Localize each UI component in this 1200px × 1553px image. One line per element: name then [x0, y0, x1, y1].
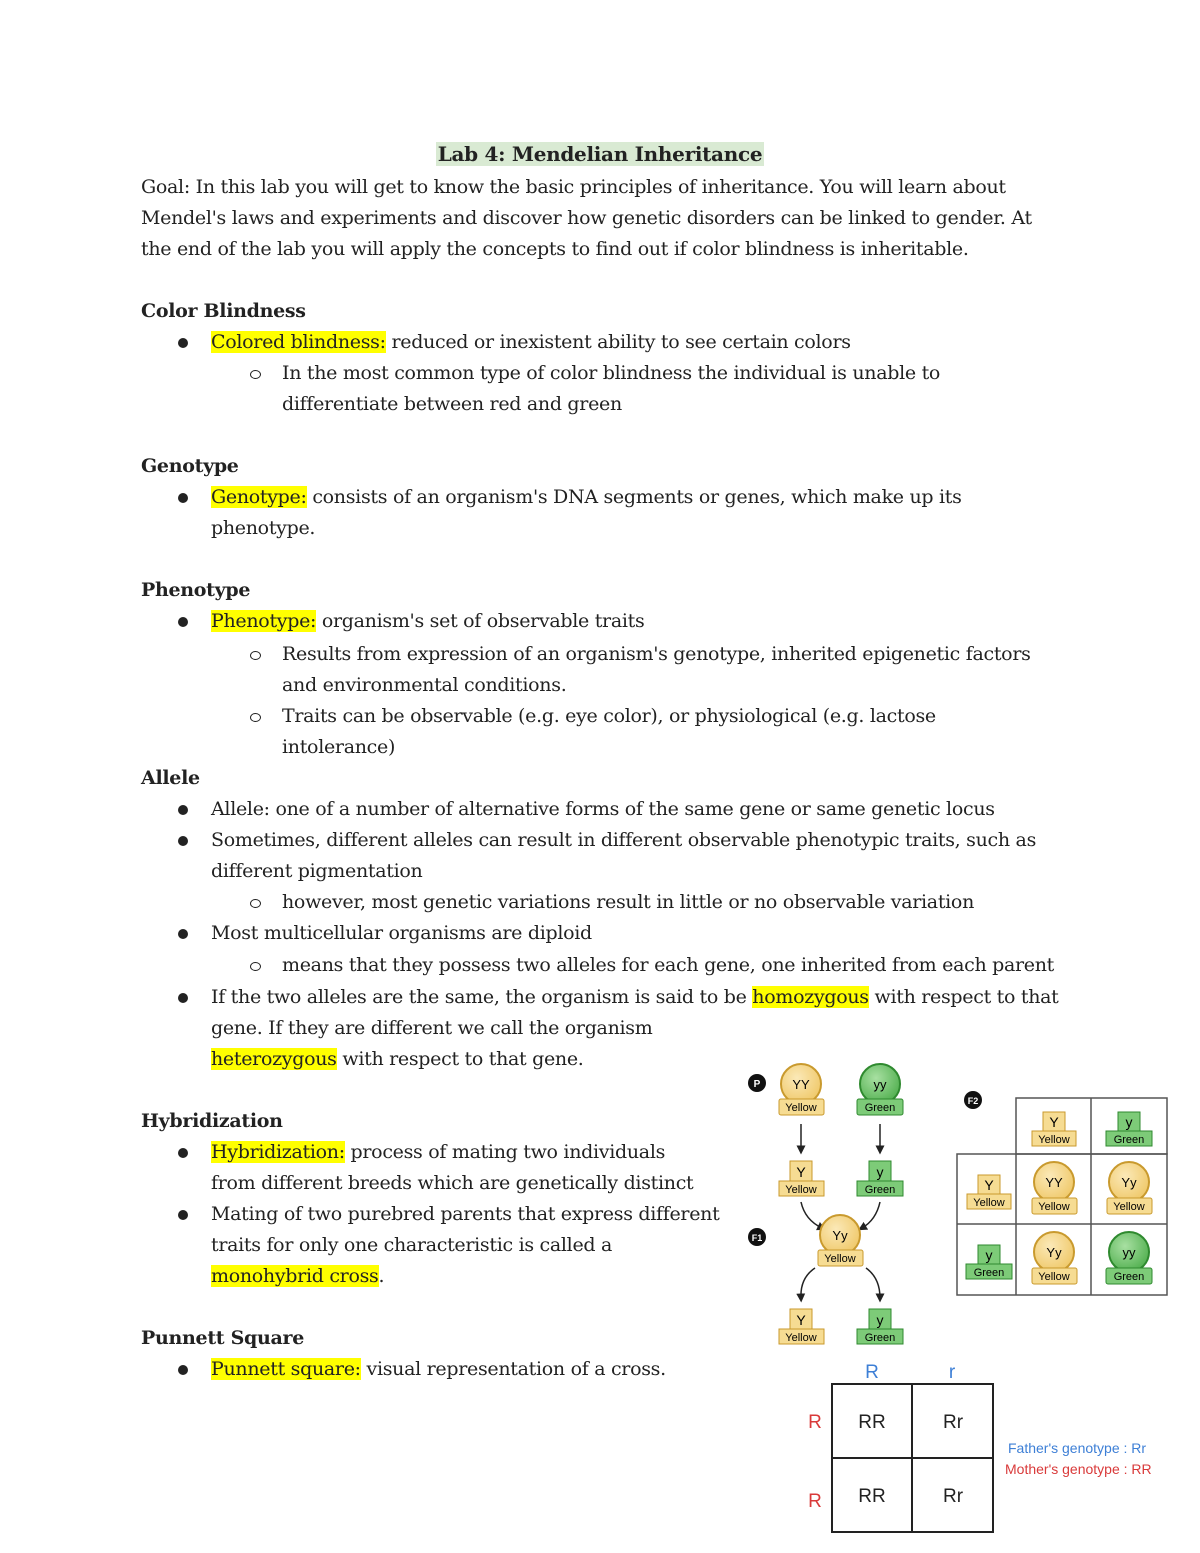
page-title: Lab 4: Mendelian Inheritance [437, 142, 763, 166]
svg-text:Green: Green [864, 1102, 896, 1114]
arrow [862, 1202, 880, 1228]
svg-text:Green: Green [864, 1332, 896, 1344]
list-item-cont: gene. If they are different we call the organism [211, 1017, 653, 1039]
svg-text:Y: Y [1049, 1114, 1059, 1130]
svg-text:RR: RR [858, 1486, 886, 1507]
list-item: Sometimes, different alleles can result in different observable phenotypic traits, such as [211, 829, 1037, 851]
heading-allele: Allele [141, 767, 200, 789]
svg-text:YY: YY [1045, 1175, 1063, 1190]
list-item-cont: from different breeds which are genetically distinct [211, 1172, 694, 1194]
list-item: Most multicellular organisms are diploid [211, 922, 592, 944]
mother-genotype-label: Mother's genotype : RR [1005, 1461, 1152, 1477]
svg-text:YY: YY [792, 1077, 810, 1092]
svg-text:Green: Green [1113, 1271, 1145, 1283]
svg-text:Y: Y [796, 1164, 806, 1180]
sub-list-item-cont: intolerance) [282, 736, 396, 758]
list-item: Allele: one of a number of alternative forms of the same gene or same genetic locus [211, 798, 995, 820]
svg-text:F1: F1 [751, 1233, 763, 1243]
list-item-cont: different pigmentation [211, 860, 423, 882]
sub-list-item-cont: differentiate between red and green [282, 393, 622, 415]
list-item: If the two alleles are the same, the organism is said to be homozygous with respect to that [211, 986, 1059, 1008]
svg-text:y: y [1125, 1114, 1133, 1130]
svg-text:Yy: Yy [832, 1228, 848, 1243]
svg-text:yy: yy [873, 1077, 887, 1092]
svg-text:Yellow: Yellow [785, 1184, 817, 1196]
svg-text:Yellow: Yellow [1038, 1271, 1070, 1283]
gen-label-p [748, 1074, 766, 1092]
list-item: Phenotype: organism's set of observable traits [211, 610, 645, 632]
svg-text:Y: Y [796, 1312, 806, 1328]
rr-punnett-square [808, 1362, 1152, 1532]
svg-text:Yy: Yy [1121, 1175, 1137, 1190]
svg-text:Yy: Yy [1046, 1245, 1062, 1260]
gamete-y-recessive [857, 1161, 903, 1196]
heading-color-blindness: Color Blindness [141, 300, 306, 322]
heading-punnett-square: Punnett Square [141, 1327, 305, 1349]
svg-text:R: R [808, 1412, 822, 1433]
f1-yellow-pea [818, 1215, 863, 1266]
list-item-cont: traits for only one characteristic is called a [211, 1234, 613, 1256]
list-item: Colored blindness: reduced or inexistent ability to see certain colors [211, 331, 851, 353]
svg-text:Yellow: Yellow [1038, 1201, 1070, 1213]
heading-genotype: Genotype [141, 455, 239, 477]
svg-text:Yellow: Yellow [785, 1102, 817, 1114]
list-item-cont: heterozygous with respect to that gene. [211, 1048, 584, 1070]
svg-text:Yellow: Yellow [1038, 1134, 1070, 1146]
list-item: Mating of two purebred parents that express different [211, 1203, 720, 1225]
gamete-y-dominant [779, 1161, 824, 1196]
svg-text:Yellow: Yellow [1113, 1201, 1145, 1213]
sub-list-item: means that they possess two alleles for each gene, one inherited from each parent [282, 954, 1055, 976]
svg-text:P: P [753, 1079, 761, 1090]
sub-list-item: Traits can be observable (e.g. eye color), or physiological (e.g. lactose [282, 705, 936, 727]
arrow [866, 1268, 880, 1298]
svg-text:RR: RR [858, 1412, 886, 1433]
svg-text:Rr: Rr [942, 1412, 964, 1433]
svg-text:y: y [985, 1247, 993, 1263]
list-item: Punnett square: visual representation of a cross. [211, 1358, 666, 1380]
arrow [801, 1268, 815, 1298]
sub-list-item: however, most genetic variations result in little or no observable variation [282, 891, 975, 913]
svg-text:yy: yy [1122, 1245, 1136, 1260]
parent-green-pea [857, 1064, 903, 1115]
list-item-cont: monohybrid cross. [211, 1265, 385, 1287]
sub-list-item: Results from expression of an organism's genotype, inherited epigenetic factors [282, 643, 1031, 665]
f1-gamete-y-dominant [779, 1309, 824, 1344]
gen-label-f1 [748, 1228, 766, 1246]
svg-text:Yellow: Yellow [824, 1253, 856, 1265]
svg-text:y: y [876, 1312, 884, 1328]
svg-text:Green: Green [1113, 1134, 1145, 1146]
heading-phenotype: Phenotype [141, 579, 251, 601]
svg-text:Yellow: Yellow [973, 1197, 1005, 1209]
svg-text:r: r [948, 1362, 956, 1383]
list-item-cont: phenotype. [211, 517, 316, 539]
list-item: Genotype: consists of an organism's DNA segments or genes, which make up its [211, 486, 962, 508]
sub-list-item: In the most common type of color blindness the individual is unable to [282, 362, 941, 384]
parent-yellow-pea [779, 1064, 824, 1115]
father-genotype-label: Father's genotype : Rr [1008, 1440, 1147, 1456]
svg-text:Y: Y [984, 1177, 994, 1193]
f2-punnett-square [957, 1098, 1167, 1295]
svg-text:Rr: Rr [942, 1486, 964, 1507]
arrow [801, 1202, 822, 1228]
goal-paragraph: Goal: In this lab you will get to know the basic principles of inheritance. You will learn about Mendel's laws and experiments and discover how genetic disorders can be linked to gender. At the end of the lab you will apply the concepts to find out if color blindness is inheritable. [141, 176, 1032, 260]
gen-label-f2 [964, 1091, 982, 1109]
svg-text:F2: F2 [967, 1096, 979, 1106]
svg-text:Green: Green [864, 1184, 896, 1196]
svg-text:Yellow: Yellow [785, 1332, 817, 1344]
sub-list-item-cont: and environmental conditions. [282, 674, 567, 696]
f1-gamete-y-recessive [857, 1309, 903, 1344]
list-item: Hybridization: process of mating two individuals [211, 1141, 666, 1163]
svg-text:Green: Green [973, 1267, 1005, 1279]
svg-text:y: y [876, 1164, 884, 1180]
svg-text:R: R [808, 1491, 822, 1512]
heading-hybridization: Hybridization [141, 1110, 283, 1132]
svg-text:R: R [865, 1362, 879, 1383]
